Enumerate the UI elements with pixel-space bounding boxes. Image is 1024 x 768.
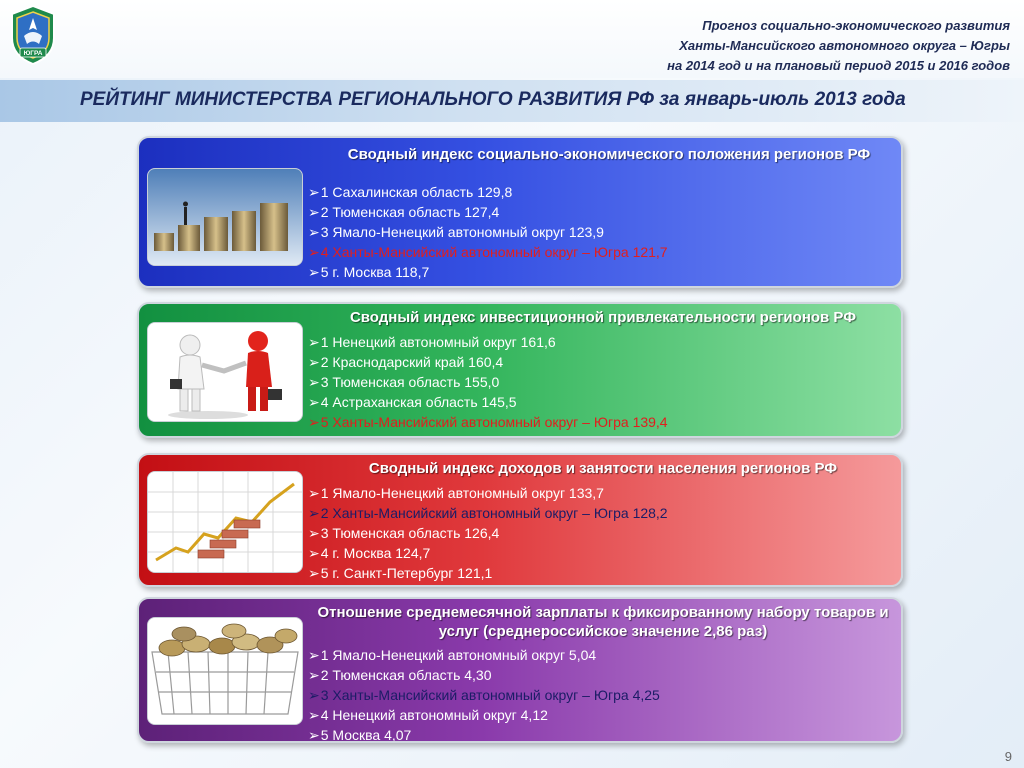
emblem-label: ЮГРА (23, 50, 43, 57)
list-item: ➢ 1 Ненецкий автономный округ 161,6 (308, 332, 668, 352)
list-item-highlighted: ➢ 3 Ханты-Мансийский автономный округ – Югра 4,25 (308, 685, 660, 705)
panel-salary-ratio (137, 597, 903, 743)
header-subtitle (370, 16, 1010, 76)
header-line-3: на 2014 год и на плановый период 2015 и 2016 годов (667, 58, 1010, 73)
panel-3-list (308, 483, 668, 583)
red-figure (248, 331, 268, 351)
coin-stack (260, 203, 288, 251)
businessman-figure (184, 207, 187, 225)
page-title: РЕЙТИНГ МИНИСТЕРСТВА РЕГИОНАЛЬНОГО РАЗВИТИЯ РФ за январь-июль 2013 года (80, 89, 906, 110)
panel-4-list (308, 645, 660, 743)
coin-basket-picture (147, 617, 303, 725)
coin-stack (204, 217, 228, 251)
title-band (0, 80, 1024, 122)
list-item: ➢ 1 Сахалинская область 129,8 (308, 182, 668, 202)
briefcase-icon (268, 389, 282, 400)
panel-socioeconomic-index (137, 136, 903, 288)
white-figure (180, 335, 200, 355)
coat-of-arms-icon (6, 4, 60, 66)
list-item: ➢ 5 г. Санкт-Петербург 121,1 (308, 563, 668, 583)
panel-investment-index (137, 302, 903, 438)
briefcase-icon (170, 379, 182, 389)
list-item: ➢ 4 Астраханская область 145,5 (308, 392, 668, 412)
list-item: ➢ 3 Тюменская область 155,0 (308, 372, 668, 392)
list-item: ➢ 1 Ямало-Ненецкий автономный округ 133,7 (308, 483, 668, 503)
list-item: ➢ 5 Москва 4,07 (308, 725, 660, 743)
page-number: 9 (1004, 749, 1012, 764)
panel-2-list (308, 332, 668, 432)
panel-4-heading: Отношение среднемесячной зарплаты к фиксированному набору товаров и услуг (среднероссийское значение 2,86 раз) (317, 604, 889, 640)
panel-1-list (308, 182, 668, 282)
panel-1-heading: Сводный индекс социально-экономического положения регионов РФ (347, 146, 871, 163)
list-item: ➢ 1 Ямало-Ненецкий автономный округ 5,04 (308, 645, 660, 665)
coin-stack (178, 225, 200, 251)
list-item-highlighted: ➢ 5 Ханты-Мансийский автономный округ – Югра 139,4 (308, 412, 668, 432)
list-item: ➢ 2 Тюменская область 127,4 (308, 202, 668, 222)
coin-stack (232, 211, 256, 251)
list-item: ➢ 4 Ненецкий автономный округ 4,12 (308, 705, 660, 725)
list-item: ➢ 2 Тюменская область 4,30 (308, 665, 660, 685)
panel-3-heading: Сводный индекс доходов и занятости населения регионов РФ (368, 460, 838, 477)
list-item: ➢ 3 Ямало-Ненецкий автономный округ 123,9 (308, 222, 668, 242)
panel-2-heading: Сводный индекс инвестиционной привлекательности регионов РФ (349, 309, 857, 326)
list-item-highlighted: ➢ 2 Ханты-Мансийский автономный округ – Югра 128,2 (308, 503, 668, 523)
list-item: ➢ 3 Тюменская область 126,4 (308, 523, 668, 543)
header-line-2: Ханты-Мансийского автономного округа – Югры (679, 38, 1010, 53)
list-item-highlighted: ➢ 4 Ханты-Мансийский автономный округ – Югра 121,7 (308, 242, 668, 262)
coin-stacks-picture (147, 168, 303, 266)
header-line-1: Прогноз социально-экономического развития (702, 18, 1010, 33)
list-item: ➢ 5 г. Москва 118,7 (308, 262, 668, 282)
growth-chart-picture (147, 471, 303, 573)
list-item: ➢ 4 г. Москва 124,7 (308, 543, 668, 563)
handshake-picture (147, 322, 303, 422)
panel-income-employment-index (137, 453, 903, 587)
coin-stack (154, 233, 174, 251)
list-item: ➢ 2 Краснодарский край 160,4 (308, 352, 668, 372)
